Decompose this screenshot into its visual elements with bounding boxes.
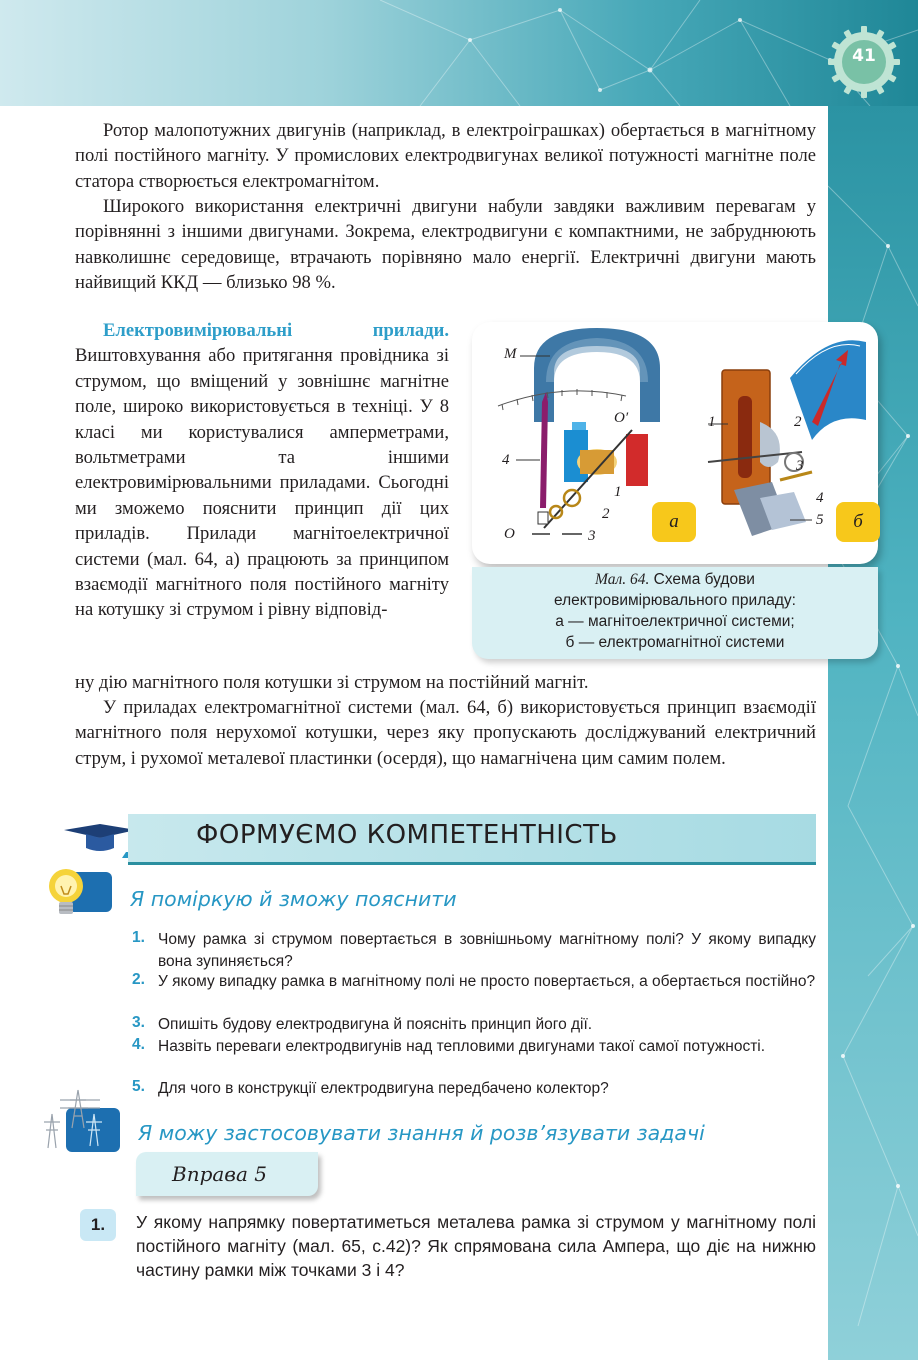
task-1-text: У якому напрямку повертатиметься металева рамка зі струмом у магнітному полі постійного магніту (мал. 65, с.42)? Як спрямована сила Ампера, що діє на нижню частину рамки між точками 3 і 4? <box>136 1212 816 1280</box>
label-a-O-prime: O′ <box>614 410 629 426</box>
paragraph-1-text: Ротор малопотужних двигунів (наприклад, в електроіграшках) обертається в магнітному полі постійного магніту. У промислових електродвигунах великої потужності магнітне поле статора створюється електромагнітом. <box>75 120 816 192</box>
exercise-tab: Вправа 5 <box>136 1152 318 1196</box>
badge-b: б <box>836 502 880 542</box>
light-bulb-icon <box>44 864 114 922</box>
task-1-number: 1. <box>80 1209 116 1241</box>
label-b-1: 1 <box>708 414 716 430</box>
badge-a: а <box>652 502 696 542</box>
label-a-2: 2 <box>602 506 610 522</box>
paragraph-3-tail-text: ну дію магнітного поля котушки зі струмом на постійний магніт. <box>75 672 589 693</box>
diagram-a <box>498 328 660 534</box>
paragraph-3-text: Виштовхування або притягання провідника зі струмом, що вміщений у зовнішнє магнітне поле, широко використовується в техніці. У 8 класі ми користувалися амперметрами, вольтметрами та іншими електровимірювальними приладами. Сьогодні ми зможемо пояснити принцип дії цих приладів. Прилади магнітоелектричної системи (мал. 64, а) працюють за принципом взаємодії магнітного поля постійного магніту на котушку зі струмом і рівну відповід- <box>75 345 449 621</box>
label-b-4: 4 <box>816 490 824 506</box>
caption-line-3: а — магнітоелектричної системи; <box>555 613 795 630</box>
question-3-text: Опишіть будову електродвигуна й поясніть принцип його дії. <box>158 1016 593 1033</box>
network-pattern <box>0 0 918 106</box>
label-a-M: M <box>504 346 517 362</box>
caption-line-1-text: Схема будови <box>653 571 755 588</box>
question-5-text: Для чого в конструкції електродвигуна передбачено колектор? <box>158 1080 609 1097</box>
figure-64 <box>472 322 878 564</box>
network-pattern-side <box>828 106 918 1360</box>
question-4-number: 4. <box>132 1036 145 1053</box>
caption-line-1 <box>472 569 878 590</box>
question-4-text: Назвіть переваги електродвигунів над тепловими двигунами такої самої потужності. <box>158 1038 766 1055</box>
question-1-text: Чому рамка зі струмом повертається в зовнішньому магнітному полі? У якому випадку вона зупиняється? <box>158 931 816 970</box>
label-b-2: 2 <box>794 414 802 430</box>
paragraph-2-text: Широкого використання електричні двигуни набули завдяки важливим перевагам у порівнянні з іншими двигунами. Зокрема, електродвигуни є компактними, не забруднюють навколишнє середовище, втрачають порівняно мало енергії. Електричні двигуни мають найвищий ККД — близько 98 %. <box>75 196 816 294</box>
question-1-number: 1. <box>132 929 145 946</box>
paragraph-3 <box>75 318 449 623</box>
subheading-apply: Я можу застосовувати знання й розв’язувати задачі <box>138 1121 705 1145</box>
figure-64-caption <box>472 567 878 659</box>
paragraph-3-tail <box>75 670 816 695</box>
section-title: ФОРМУЄМО КОМПЕТЕНТНІСТЬ <box>196 820 618 850</box>
power-lines-icon <box>40 1088 122 1156</box>
label-a-1: 1 <box>614 484 622 500</box>
caption-label: Мал. 64. <box>595 571 650 588</box>
paragraph-4-text: У приладах електромагнітної системи (мал. 64, б) використовується принцип взаємодії магнітного поля нерухомої котушки, через яку пропускають досліджуваний електричний струм, і рухомої металевої пластинки (осердя), що намагнічена цим самим полем. <box>75 697 816 769</box>
label-b-5: 5 <box>816 512 824 528</box>
subheading-explain: Я поміркую й зможу пояснити <box>130 887 457 911</box>
label-a-3: 3 <box>588 528 596 544</box>
label-a-4: 4 <box>502 452 510 468</box>
caption-line-2: електровимірювального приладу: <box>554 592 796 609</box>
paragraph-4 <box>75 695 816 771</box>
label-a-O: O <box>504 526 515 542</box>
question-2-number: 2. <box>132 971 145 988</box>
caption-line-4: б — електромагнітної системи <box>565 634 785 651</box>
question-5-number: 5. <box>132 1078 145 1095</box>
right-margin-band <box>828 106 918 1360</box>
paragraph-1 <box>75 118 816 194</box>
header-band <box>0 0 918 106</box>
page-number: 41 <box>852 46 876 66</box>
label-b-3: 3 <box>796 458 804 474</box>
paragraph-3-heading: Електровимірювальні прилади. <box>103 320 449 341</box>
question-3-number: 3. <box>132 1014 145 1031</box>
paragraph-2 <box>75 194 816 296</box>
question-2-text: У якому випадку рамка в магнітному полі не просто повертається, а обертається постійно? <box>158 973 816 990</box>
